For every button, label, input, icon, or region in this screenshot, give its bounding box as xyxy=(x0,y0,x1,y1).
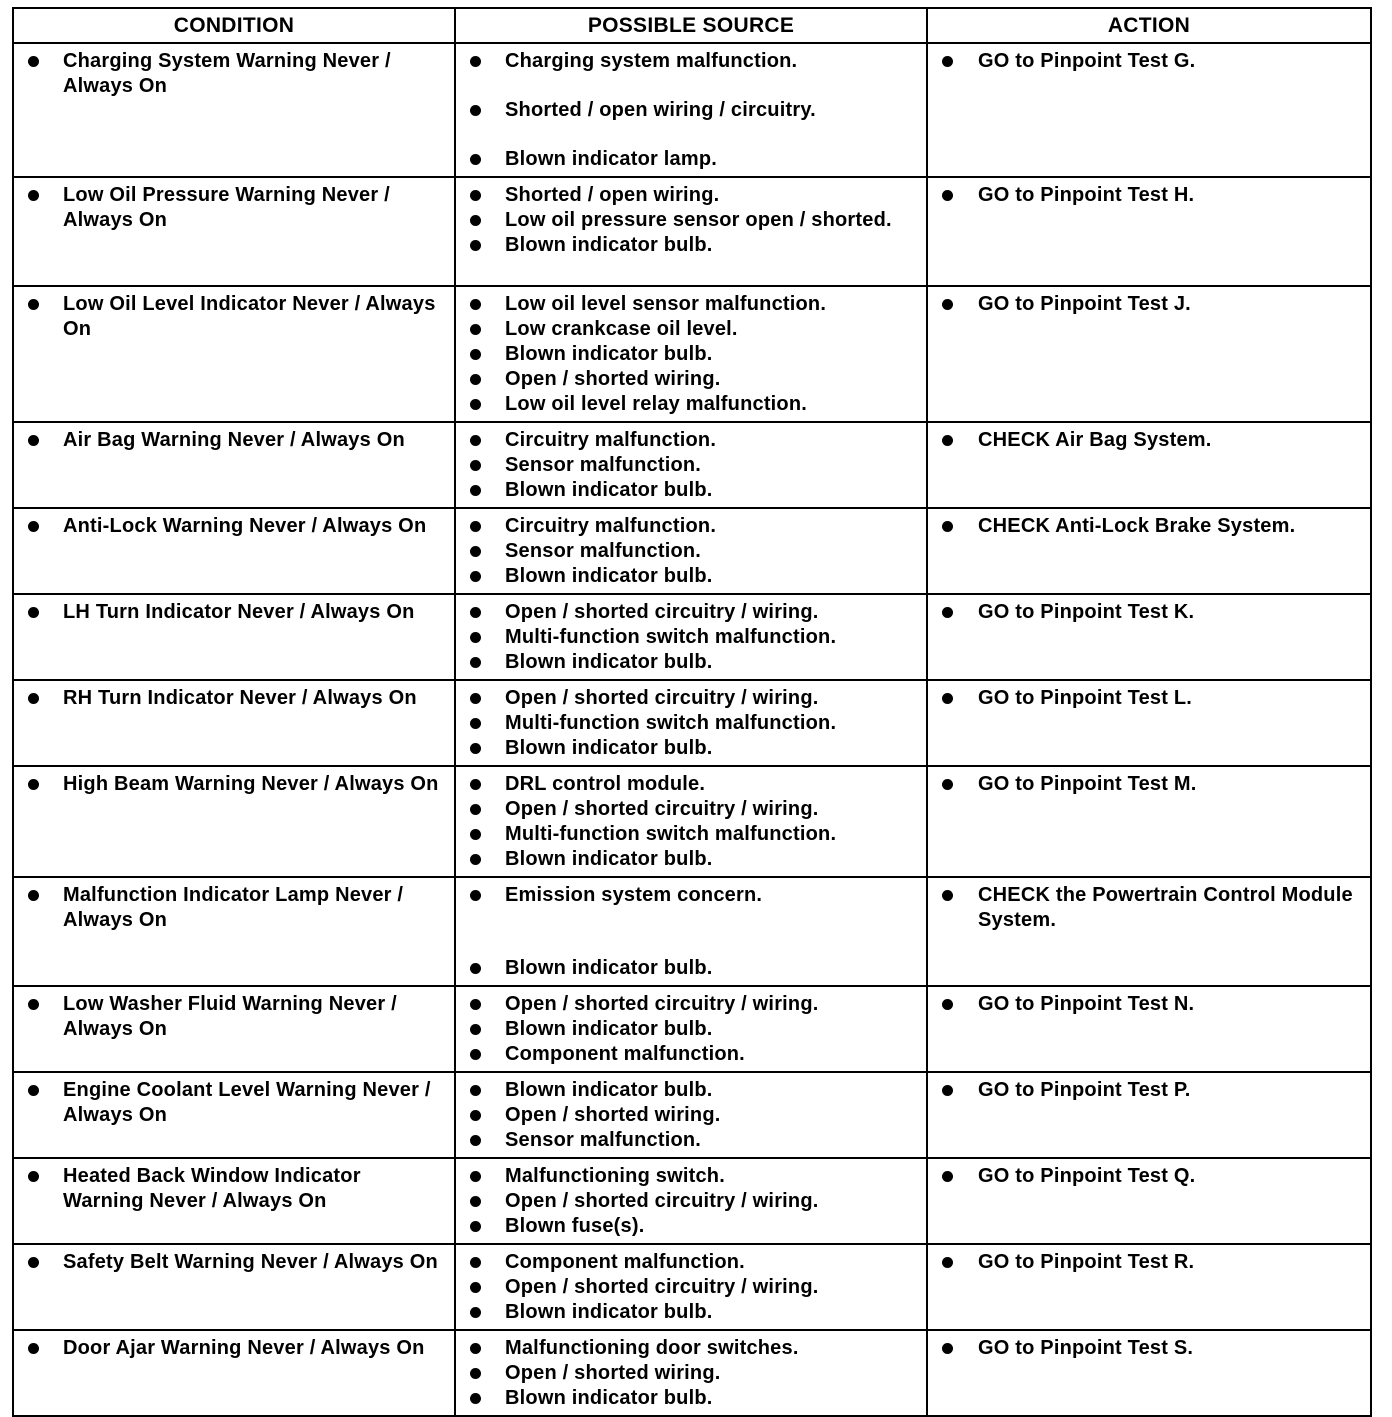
action-cell xyxy=(927,43,1371,177)
source-cell xyxy=(455,177,927,286)
source-item: Low oil level sensor malfunction. xyxy=(468,292,916,317)
header-action: ACTION xyxy=(927,8,1371,43)
action-text: GO to Pinpoint Test M. xyxy=(940,772,1360,797)
condition-cell xyxy=(13,594,455,680)
table-row xyxy=(13,1158,1371,1244)
source-item: Blown indicator bulb. xyxy=(468,478,916,503)
source-item: Low crankcase oil level. xyxy=(468,317,916,342)
action-text: GO to Pinpoint Test K. xyxy=(940,600,1360,625)
condition-cell xyxy=(13,986,455,1072)
action-text: CHECK the Powertrain Control Module System. xyxy=(940,883,1360,933)
condition-text: Air Bag Warning Never / Always On xyxy=(26,428,444,453)
table-row xyxy=(13,177,1371,286)
source-cell xyxy=(455,986,927,1072)
condition-cell xyxy=(13,422,455,508)
action-cell xyxy=(927,1072,1371,1158)
condition-cell xyxy=(13,1158,455,1244)
source-cell xyxy=(455,1158,927,1244)
condition-text: LH Turn Indicator Never / Always On xyxy=(26,600,444,625)
action-cell xyxy=(927,1330,1371,1416)
source-item: Blown indicator bulb. xyxy=(468,650,916,675)
source-cell xyxy=(455,766,927,877)
condition-text: Malfunction Indicator Lamp Never / Always On xyxy=(26,883,444,933)
source-item: Open / shorted circuitry / wiring. xyxy=(468,992,916,1017)
source-item: Sensor malfunction. xyxy=(468,1128,916,1153)
source-item: Blown indicator bulb. xyxy=(468,1300,916,1325)
source-item: DRL control module. xyxy=(468,772,916,797)
condition-cell xyxy=(13,680,455,766)
condition-cell xyxy=(13,1244,455,1330)
source-item: Blown indicator bulb. xyxy=(468,233,916,258)
source-item: Circuitry malfunction. xyxy=(468,428,916,453)
action-cell xyxy=(927,766,1371,877)
source-item: Multi-function switch malfunction. xyxy=(468,822,916,847)
condition-cell xyxy=(13,877,455,986)
source-item: Blown indicator bulb. xyxy=(468,1078,916,1103)
action-text: GO to Pinpoint Test L. xyxy=(940,686,1360,711)
table-row xyxy=(13,594,1371,680)
source-item: Multi-function switch malfunction. xyxy=(468,625,916,650)
table-row xyxy=(13,1072,1371,1158)
source-item: Multi-function switch malfunction. xyxy=(468,711,916,736)
condition-cell xyxy=(13,1330,455,1416)
table-row xyxy=(13,1330,1371,1416)
source-item: Open / shorted circuitry / wiring. xyxy=(468,1189,916,1214)
action-text: GO to Pinpoint Test R. xyxy=(940,1250,1360,1275)
condition-text: Anti-Lock Warning Never / Always On xyxy=(26,514,444,539)
condition-cell xyxy=(13,177,455,286)
action-text: GO to Pinpoint Test S. xyxy=(940,1336,1360,1361)
action-text: GO to Pinpoint Test J. xyxy=(940,292,1360,317)
condition-text: RH Turn Indicator Never / Always On xyxy=(26,686,444,711)
source-item: Open / shorted wiring. xyxy=(468,367,916,392)
source-item: Open / shorted wiring. xyxy=(468,1103,916,1128)
source-item: Open / shorted circuitry / wiring. xyxy=(468,686,916,711)
table-header-row xyxy=(13,8,1371,43)
action-cell xyxy=(927,1244,1371,1330)
source-item: Blown indicator bulb. xyxy=(468,564,916,589)
action-text: CHECK Anti-Lock Brake System. xyxy=(940,514,1360,539)
source-item: Charging system malfunction. xyxy=(468,49,916,74)
source-item: Open / shorted circuitry / wiring. xyxy=(468,1275,916,1300)
table-row xyxy=(13,986,1371,1072)
action-cell xyxy=(927,986,1371,1072)
source-cell xyxy=(455,508,927,594)
action-cell xyxy=(927,508,1371,594)
condition-cell xyxy=(13,766,455,877)
source-cell xyxy=(455,286,927,422)
source-item: Open / shorted circuitry / wiring. xyxy=(468,797,916,822)
action-text: GO to Pinpoint Test Q. xyxy=(940,1164,1360,1189)
source-cell xyxy=(455,594,927,680)
header-condition: CONDITION xyxy=(13,8,455,43)
header-possible-source: POSSIBLE SOURCE xyxy=(455,8,927,43)
condition-cell xyxy=(13,43,455,177)
action-cell xyxy=(927,1158,1371,1244)
source-item: Open / shorted wiring. xyxy=(468,1361,916,1386)
source-cell xyxy=(455,43,927,177)
condition-text: High Beam Warning Never / Always On xyxy=(26,772,444,797)
source-item: Sensor malfunction. xyxy=(468,539,916,564)
action-text: GO to Pinpoint Test P. xyxy=(940,1078,1360,1103)
condition-text: Heated Back Window Indicator Warning Never / Always On xyxy=(26,1164,444,1214)
action-cell xyxy=(927,177,1371,286)
source-cell xyxy=(455,680,927,766)
action-cell xyxy=(927,877,1371,986)
source-cell xyxy=(455,1072,927,1158)
source-cell xyxy=(455,877,927,986)
condition-text: Door Ajar Warning Never / Always On xyxy=(26,1336,444,1361)
table-row xyxy=(13,1244,1371,1330)
source-item: Sensor malfunction. xyxy=(468,453,916,478)
source-item: Shorted / open wiring / circuitry. xyxy=(468,98,916,123)
source-item: Malfunctioning door switches. xyxy=(468,1336,916,1361)
source-item: Component malfunction. xyxy=(468,1250,916,1275)
action-cell xyxy=(927,594,1371,680)
source-item: Shorted / open wiring. xyxy=(468,183,916,208)
table-row xyxy=(13,508,1371,594)
source-item: Malfunctioning switch. xyxy=(468,1164,916,1189)
action-cell xyxy=(927,422,1371,508)
action-text: GO to Pinpoint Test G. xyxy=(940,49,1360,74)
source-item: Circuitry malfunction. xyxy=(468,514,916,539)
condition-text: Safety Belt Warning Never / Always On xyxy=(26,1250,444,1275)
condition-cell xyxy=(13,508,455,594)
source-item: Blown indicator bulb. xyxy=(468,342,916,367)
source-item: Blown indicator bulb. xyxy=(468,736,916,761)
condition-text: Low Oil Pressure Warning Never / Always On xyxy=(26,183,444,233)
source-item: Low oil pressure sensor open / shorted. xyxy=(468,208,916,233)
source-cell xyxy=(455,422,927,508)
table-row xyxy=(13,680,1371,766)
condition-text: Charging System Warning Never / Always On xyxy=(26,49,444,99)
source-item: Blown fuse(s). xyxy=(468,1214,916,1239)
source-item: Low oil level relay malfunction. xyxy=(468,392,916,417)
diagnosis-table xyxy=(12,7,1372,1417)
table-row xyxy=(13,422,1371,508)
table-row xyxy=(13,766,1371,877)
source-item: Blown indicator bulb. xyxy=(468,1386,916,1411)
condition-text: Low Washer Fluid Warning Never / Always On xyxy=(26,992,444,1042)
source-item: Blown indicator bulb. xyxy=(468,847,916,872)
source-item: Blown indicator bulb. xyxy=(468,956,916,981)
source-item: Component malfunction. xyxy=(468,1042,916,1067)
action-text: GO to Pinpoint Test N. xyxy=(940,992,1360,1017)
condition-cell xyxy=(13,1072,455,1158)
condition-text: Engine Coolant Level Warning Never / Always On xyxy=(26,1078,444,1128)
source-item: Blown indicator lamp. xyxy=(468,147,916,172)
source-cell xyxy=(455,1330,927,1416)
condition-cell xyxy=(13,286,455,422)
action-cell xyxy=(927,286,1371,422)
action-cell xyxy=(927,680,1371,766)
table-row xyxy=(13,43,1371,177)
source-item: Open / shorted circuitry / wiring. xyxy=(468,600,916,625)
action-text: GO to Pinpoint Test H. xyxy=(940,183,1360,208)
source-cell xyxy=(455,1244,927,1330)
source-item: Blown indicator bulb. xyxy=(468,1017,916,1042)
table-row xyxy=(13,877,1371,986)
condition-text: Low Oil Level Indicator Never / Always On xyxy=(26,292,444,342)
action-text: CHECK Air Bag System. xyxy=(940,428,1360,453)
source-item: Emission system concern. xyxy=(468,883,916,908)
table-row xyxy=(13,286,1371,422)
